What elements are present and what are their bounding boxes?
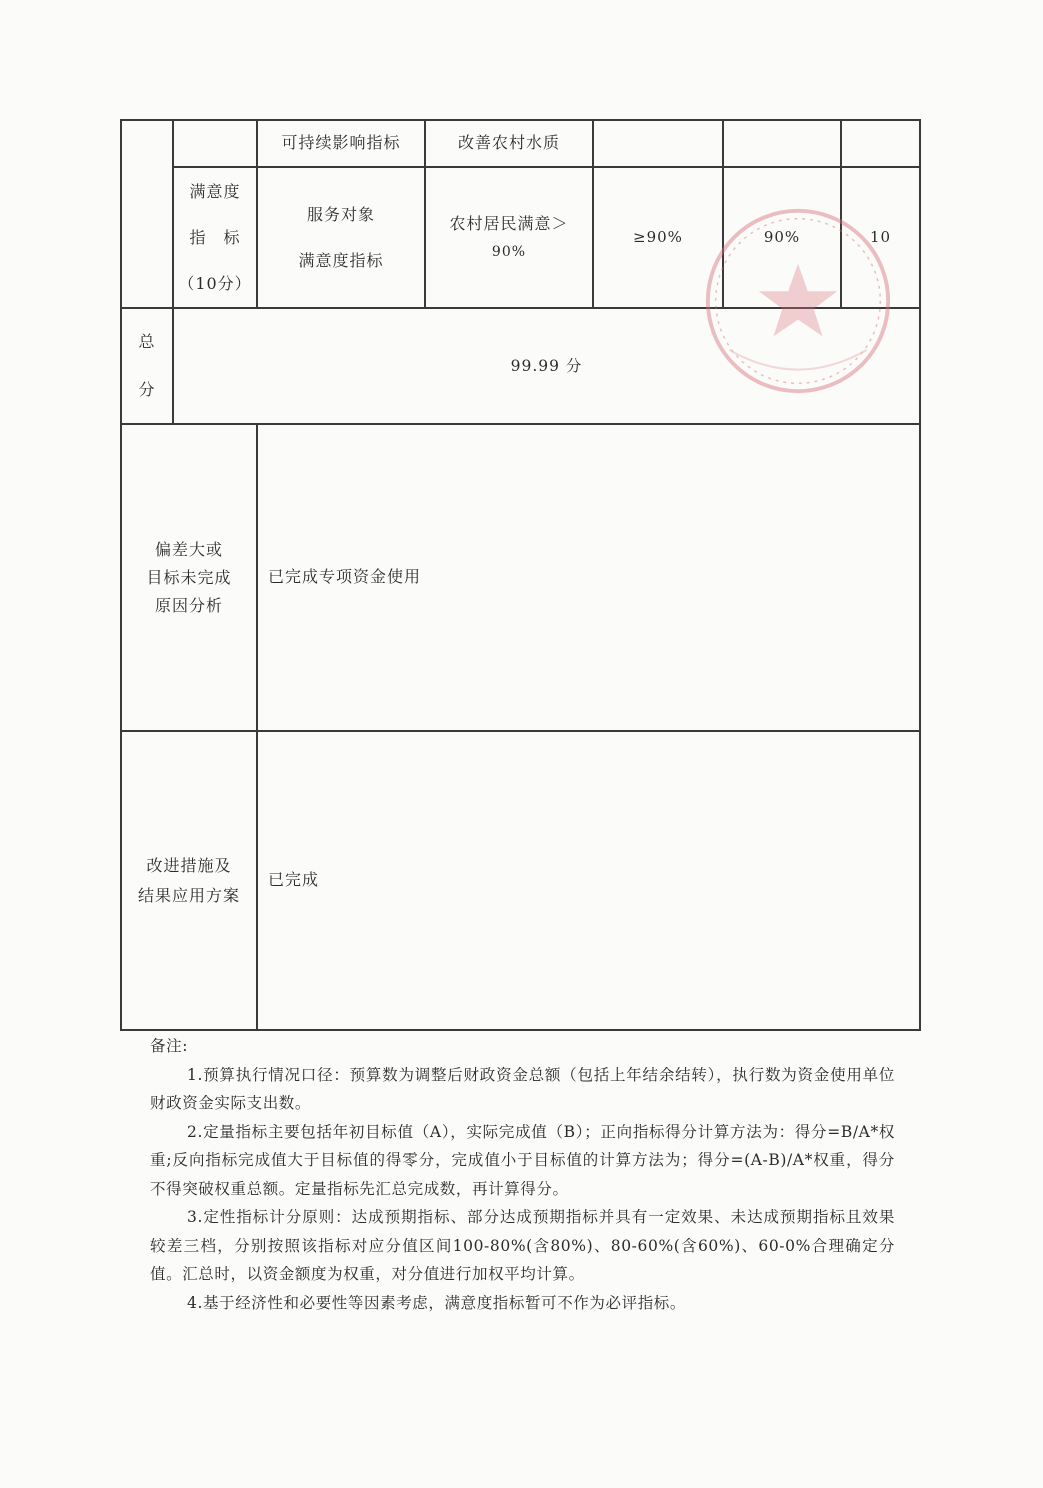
note-item: 4.基于经济性和必要性等因素考虑，满意度指标暂可不作为必评指标。 (187, 1293, 686, 1312)
note-item: 3.定性指标计分原则：达成预期指标、部分达成预期指标并具有一定效果、未达成预期指标且效果较差三档，分别按照该指标对应分值区间100-80%(含80%)、80-60%(含60%)、60-0%合理确定分值。汇总时，以资金额度为权重，对分值进行加权平均计算。 (150, 1208, 895, 1283)
total-label-line: 总 (138, 332, 156, 351)
deviation-label-cell (122, 425, 256, 730)
improvement-label-cell (122, 732, 256, 1029)
sustain-content: 改善农村水质 (457, 133, 560, 153)
deviation-label-line: 原因分析 (154, 595, 223, 615)
deviation-content: 已完成专项资金使用 (268, 567, 422, 587)
note-item: 1.预算执行情况口径：预算数为调整后财政资金总额（包括上年结余结转），执行数为资金使用单位财政资金实际支出数。 (150, 1065, 895, 1112)
satisfaction-sub-indicator-line: 服务对象 (306, 204, 375, 224)
note-item: 2.定量指标主要包括年初目标值（A），实际完成值（B）；正向指标得分计算方法为：得分=B/A*权重;反向指标完成值大于目标值的得零分，完成值小于目标值的计算方法为；得分=(A-B)/A*权重，得分不得突破权重总额。定量指标先汇总完成数，再计算得分。 (150, 1122, 895, 1198)
table-line (919, 119, 921, 1031)
deviation-content-cell (268, 425, 908, 730)
satisfaction-sub-indicator-line: 满意度指标 (298, 250, 384, 270)
sustain-sub-indicator-cell (258, 121, 424, 166)
improvement-content-cell (268, 732, 908, 1029)
satisfaction-sub-indicator-cell (258, 168, 424, 307)
satisfaction-category-line: 指 标 (189, 227, 241, 247)
total-label-line: 分 (138, 380, 156, 399)
total-score: 99.99 分 (510, 356, 583, 375)
satisfaction-score: 10 (869, 227, 892, 246)
table-line (256, 423, 258, 1031)
total-label-cell (122, 309, 172, 423)
improvement-label-line: 改进措施及 (146, 855, 232, 875)
satisfaction-actual-cell (724, 168, 840, 307)
satisfaction-content-cell (426, 168, 592, 307)
deviation-label-line: 偏差大或 (154, 539, 223, 559)
satisfaction-content-line: 90% (491, 243, 527, 260)
satisfaction-target: ≥90% (633, 227, 683, 246)
sustain-sub-indicator: 可持续影响指标 (281, 133, 401, 153)
satisfaction-actual: 90% (763, 227, 801, 246)
sustain-content-cell (426, 121, 592, 166)
satisfaction-content-line: 农村居民满意＞ (449, 213, 569, 233)
satisfaction-target-cell (594, 168, 722, 307)
notes-heading: 备注: (150, 1037, 189, 1055)
satisfaction-category-line: （10分） (178, 273, 252, 293)
satisfaction-category-cell (174, 168, 256, 307)
improvement-content: 已完成 (268, 870, 320, 890)
deviation-label-line: 目标未完成 (146, 567, 232, 587)
satisfaction-score-cell (842, 168, 919, 307)
notes-section (150, 1032, 895, 1317)
satisfaction-category-line: 满意度 (189, 181, 241, 201)
total-value-cell (174, 309, 919, 423)
table-line (120, 1029, 921, 1031)
improvement-label-line: 结果应用方案 (137, 885, 240, 905)
